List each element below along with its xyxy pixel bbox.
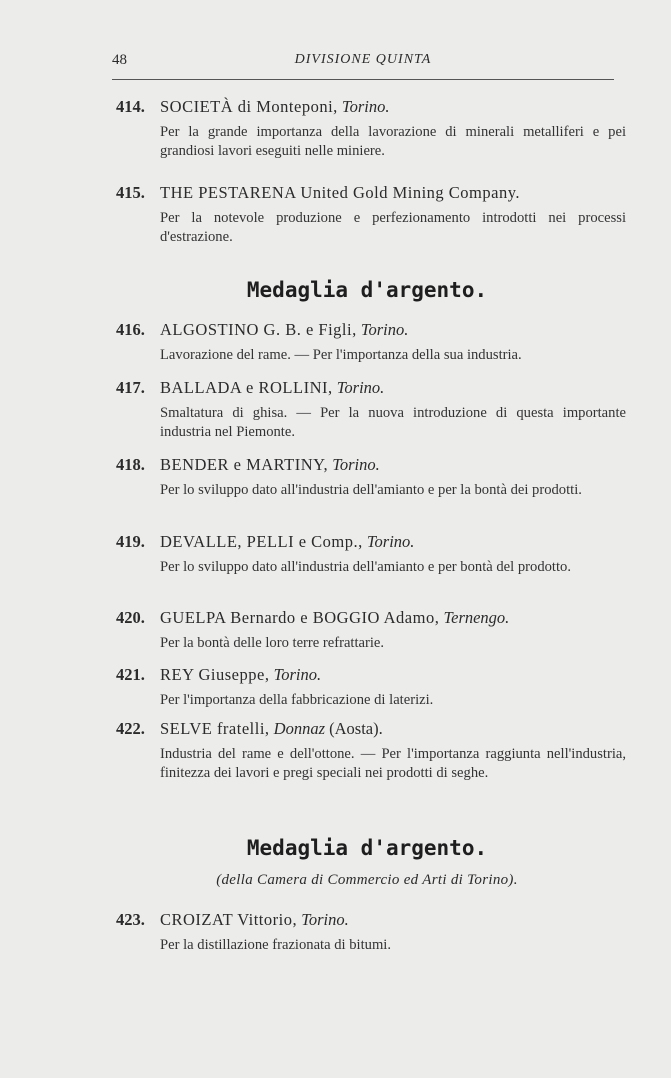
- entry-place-suffix: (Aosta).: [329, 719, 383, 738]
- entry-description: Per lo sviluppo dato all'industria dell'amianto e per bontà del prodotto.: [160, 559, 571, 575]
- entry-heading: [116, 183, 626, 203]
- entry-name: BALLADA e ROLLINI,: [160, 378, 333, 397]
- entry-heading: [116, 608, 626, 628]
- entry-description: Per l'importanza della fabbricazione di laterizi.: [160, 692, 434, 708]
- section-heading-2: [112, 836, 622, 889]
- entry-name: THE PESTARENA United Gold Mining Company.: [160, 183, 521, 202]
- entry-419: [116, 532, 626, 577]
- entry-description: Industria del rame e dell'ottone. — Per l'importanza raggiunta nell'industria, finitezza dei lavori e pregi speciali nei prodotti di seghe.: [160, 746, 626, 781]
- entry-name: CROIZAT Vittorio,: [160, 910, 298, 929]
- entry-heading: [116, 320, 626, 340]
- entry-421: [116, 665, 626, 710]
- entry-place: Torino.: [332, 455, 380, 474]
- entry-name: BENDER e MARTINY,: [160, 455, 329, 474]
- entry-number: 423.: [116, 910, 145, 929]
- entry-415: [116, 183, 626, 247]
- entry-place: Ternengo.: [443, 608, 510, 627]
- entry-number: 414.: [116, 97, 145, 116]
- entry-description: Per la distillazione frazionata di bitumi.: [160, 937, 391, 953]
- entry-number: 416.: [116, 320, 145, 339]
- page-header: [112, 52, 614, 74]
- entry-place: Torino.: [360, 320, 409, 339]
- entry-place: Torino.: [273, 665, 322, 684]
- entry-place: Torino.: [301, 910, 349, 929]
- entry-name: DEVALLE, PELLI e Comp.,: [160, 532, 363, 551]
- entry-place: Torino.: [341, 97, 390, 116]
- entry-number: 421.: [116, 665, 145, 684]
- entry-number: 415.: [116, 183, 145, 202]
- entry-423: [116, 910, 626, 955]
- entry-description: Lavorazione del rame. — Per l'importanza della sua industria.: [160, 347, 522, 363]
- entry-name: SELVE fratelli,: [160, 719, 270, 738]
- section-subtitle: (della Camera di Commercio ed Arti di Torino).: [216, 872, 518, 888]
- entry-420: [116, 608, 626, 653]
- entry-description: Per la notevole produzione e perfezionamento introdotti nei processi d'estrazione.: [160, 210, 626, 245]
- entry-416: [116, 320, 626, 365]
- entry-heading: [116, 378, 626, 398]
- section-heading-1: [112, 278, 622, 302]
- entry-417: [116, 378, 626, 442]
- entry-name: REY Giuseppe,: [160, 665, 270, 684]
- entry-heading: [116, 719, 626, 739]
- entry-418: [116, 455, 626, 500]
- entry-number: 419.: [116, 532, 145, 551]
- entry-414: [116, 97, 626, 161]
- header-rule: [112, 79, 614, 80]
- entry-place: Torino.: [336, 378, 385, 397]
- entry-description: Per la bontà delle loro terre refrattarie.: [160, 635, 385, 651]
- page-number: 48: [112, 52, 127, 68]
- entry-name: ALGOSTINO G. B. e Figli,: [160, 320, 357, 339]
- entry-422: [116, 719, 626, 783]
- section-title: Medaglia d'argento.: [246, 278, 488, 302]
- entry-heading: [116, 665, 626, 685]
- entry-name: GUELPA Bernardo e BOGGIO Adamo,: [160, 608, 440, 627]
- entry-heading: [116, 910, 626, 930]
- entry-number: 418.: [116, 455, 145, 474]
- entry-number: 422.: [116, 719, 145, 738]
- entry-place: Donnaz: [273, 719, 326, 738]
- entry-description: Per la grande importanza della lavorazione di minerali metalliferi e pei grandiosi lavori eseguiti nelle miniere.: [160, 124, 626, 159]
- entry-place: Torino.: [366, 532, 415, 551]
- entry-number: 417.: [116, 378, 145, 397]
- entry-heading: [116, 532, 626, 552]
- entry-heading: [116, 97, 626, 117]
- entry-heading: [116, 455, 626, 475]
- entry-description: Per lo sviluppo dato all'industria dell'amianto e per la bontà dei prodotti.: [160, 482, 582, 498]
- entry-name: SOCIETÀ di Monteponi,: [160, 97, 338, 116]
- running-title: DIVISIONE QUINTA: [294, 52, 432, 67]
- section-title: Medaglia d'argento.: [246, 836, 488, 860]
- entry-description: Smaltatura di ghisa. — Per la nuova introduzione di questa importante industria nel Piemonte.: [160, 405, 626, 440]
- entry-number: 420.: [116, 608, 145, 627]
